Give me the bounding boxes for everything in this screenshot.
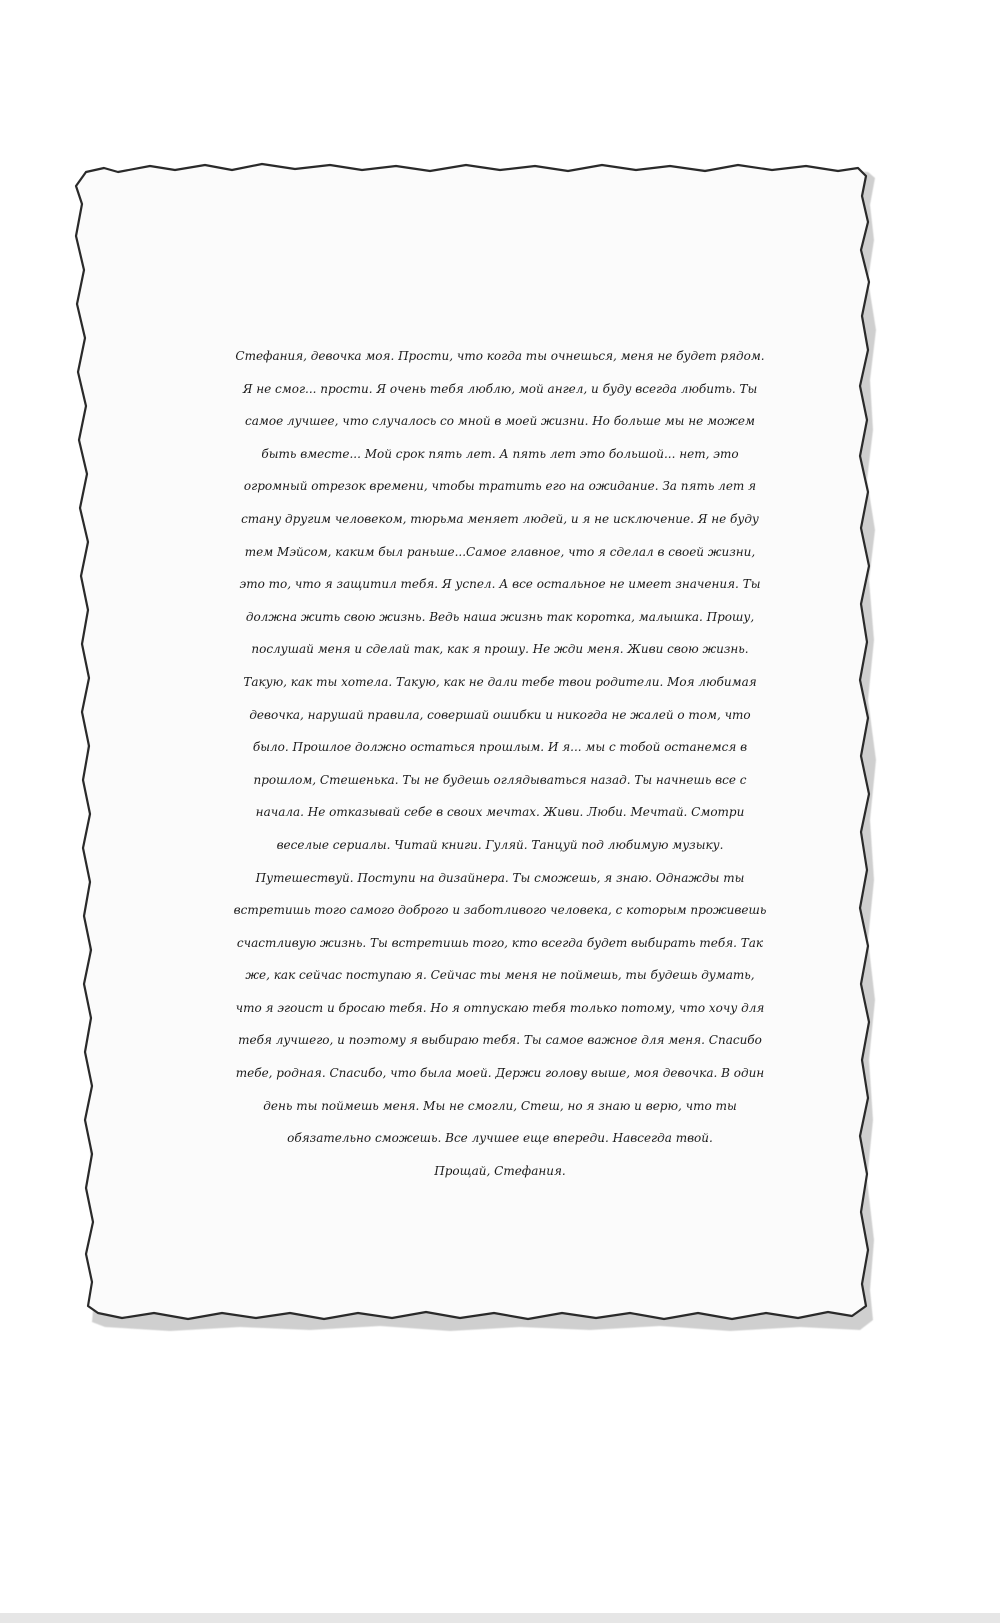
- letter-line: начала. Не отказывай себе в своих мечтах. Живи. Люби. Мечтай. Смотри: [255, 805, 745, 820]
- letter-signoff: Прощай, Стефания.: [434, 1163, 566, 1178]
- letter-line: самое лучшее, что случалось со мной в моей жизни. Но больше мы не можем: [245, 414, 755, 429]
- letter-line: веселые сериалы. Читай книги. Гуляй. Танцуй под любимую музыку.: [276, 837, 724, 852]
- letter-line: стану другим человеком, тюрьма меняет людей, и я не исключение. Я не буду: [241, 511, 759, 526]
- letter-line: счастливую жизнь. Ты встретишь того, кто всегда будет выбирать тебя. Так: [236, 935, 764, 950]
- letter-line: прошлом, Стешенька. Ты не будешь оглядываться назад. Ты начнешь все с: [253, 772, 747, 787]
- letter-line: Такую, как ты хотела. Такую, как не дали тебе твои родители. Моя любимая: [243, 674, 757, 689]
- letter-line: встретишь того самого доброго и заботливого человека, с которым проживешь: [233, 903, 767, 918]
- letter-line: быть вместе... Мой срок пять лет. А пять лет это большой... нет, это: [261, 446, 739, 461]
- letter-line: обязательно сможешь. Все лучшее еще впереди. Навсегда твой.: [287, 1131, 713, 1146]
- letter-line: тебе, родная. Спасибо, что была моей. Держи голову выше, моя девочка. В один: [235, 1066, 765, 1081]
- letter-line: тем Мэйсом, каким был раньше...Самое главное, что я сделал в своей жизни,: [244, 544, 756, 559]
- letter-line: Я не смог... прости. Я очень тебя люблю, мой ангел, и буду всегда любить. Ты: [242, 381, 758, 396]
- letter-line: день ты поймешь меня. Мы не смогли, Стеш, но я знаю и верю, что ты: [263, 1098, 737, 1113]
- letter-line: девочка, нарушай правила, совершай ошибки и никогда не жалей о том, что: [249, 707, 751, 722]
- page-bottom-bar: [0, 1613, 1000, 1623]
- letter-text: [100, 340, 900, 1187]
- letter-line: что я эгоист и бросаю тебя. Но я отпускаю тебя только потому, что хочу для: [235, 1000, 765, 1015]
- letter-line: огромный отрезок времени, чтобы тратить его на ожидание. За пять лет я: [243, 479, 757, 494]
- letter-line: же, как сейчас поступаю я. Сейчас ты меня не поймешь, ты будешь думать,: [245, 968, 755, 983]
- letter-line: послушай меня и сделай так, как я прошу. Не жди меня. Живи свою жизнь.: [251, 642, 749, 657]
- letter-line: должна жить свою жизнь. Ведь наша жизнь так коротка, малышка. Прошу,: [245, 609, 755, 624]
- letter-line: было. Прошлое должно остаться прошлым. И я... мы с тобой останемся в: [252, 740, 748, 755]
- letter-line: Стефания, девочка моя. Прости, что когда ты очнешься, меня не будет рядом.: [235, 349, 765, 363]
- letter-line: тебя лучшего, и поэтому я выбираю тебя. Ты самое важное для меня. Спасибо: [238, 1033, 762, 1048]
- letter-line: Путешествуй. Поступи на дизайнера. Ты сможешь, я знаю. Однажды ты: [255, 870, 745, 885]
- letter-line: это то, что я защитил тебя. Я успел. А все остальное не имеет значения. Ты: [239, 577, 761, 592]
